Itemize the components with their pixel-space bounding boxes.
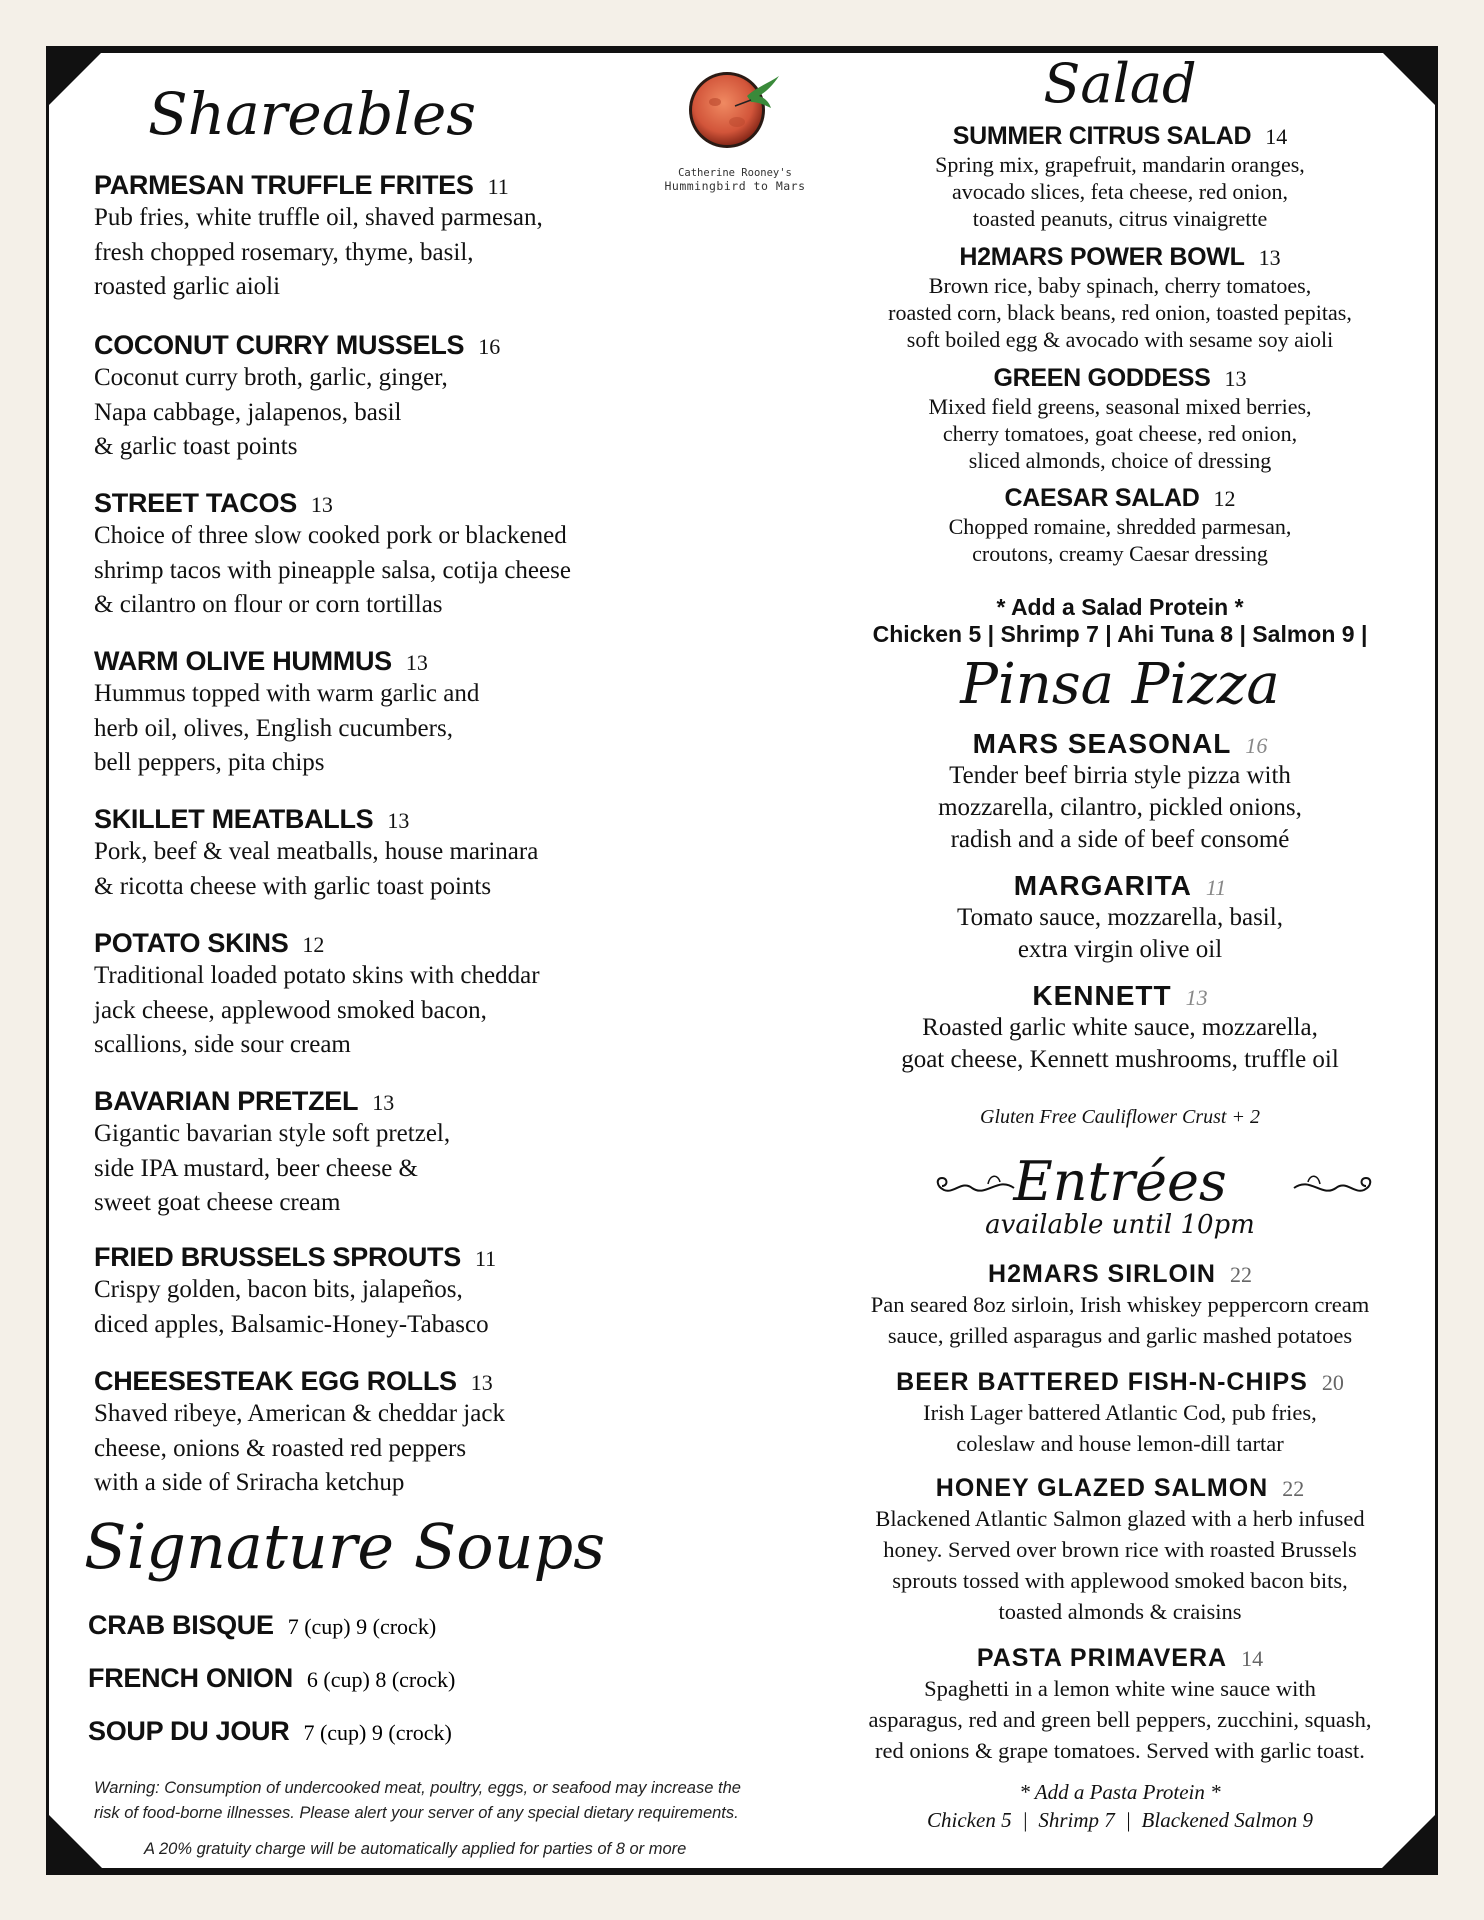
soup-item [88,1716,452,1747]
item-price: 13 [1258,245,1281,270]
border-right [1435,46,1438,1874]
item-description: Napa cabbage, jalapenos, basil [94,398,402,426]
item-description: Spaghetti in a lemon white wine sauce with [924,1676,1316,1701]
item-description: Roasted garlic white sauce, mozzarella, [922,1014,1318,1041]
addon-options: Chicken 5 | Shrimp 7 | Ahi Tuna 8 | Salmon 9 | [872,621,1368,647]
soup-name: SOUP DU JOUR [88,1716,290,1746]
item-description: toasted almonds & craisins [998,1599,1242,1624]
item-description: cherry tomatoes, goat cheese, red onion, [942,421,1298,446]
soup-item [88,1610,436,1641]
item-price: 12 [1213,486,1236,511]
entrees-subheading: available until 10pm [985,1210,1255,1240]
item-price: 13 [470,1370,493,1395]
item-description: Pan seared 8oz sirloin, Irish whiskey peppercorn cream [870,1292,1370,1317]
menu-item [812,980,1428,1076]
item-price: 22 [1229,1262,1252,1287]
item-price: 13 [310,492,333,517]
corner-ornament [46,46,108,108]
menu-item [94,1366,694,1501]
addon-options: Chicken 5 | Shrimp 7 | Blackened Salmon 9 [927,1808,1313,1832]
item-description: Shaved ribeye, American & cheddar jack [94,1400,505,1427]
soup-item [88,1663,455,1694]
item-description: diced apples, Balsamic-Honey-Tabasco [94,1310,489,1338]
item-description: & garlic toast points [94,433,298,460]
item-description: croutons, creamy Caesar dressing [972,541,1268,566]
menu-item [812,243,1428,353]
item-description: bell peppers, pita chips [94,749,325,776]
soup-name: CRAB BISQUE [88,1610,274,1640]
menu-item [94,1086,694,1221]
menu-item [812,728,1428,856]
menu-item [812,1474,1428,1627]
item-name: BAVARIAN PRETZEL [94,1086,359,1116]
logo-name-line1: Catherine Rooney's [678,167,792,179]
item-price: 16 [478,334,501,359]
salad-heading: Salad [1043,52,1197,115]
item-description: Brown rice, baby spinach, cherry tomatoes, [928,273,1312,298]
item-description: asparagus, red and green bell peppers, zucchini, squash, [868,1707,1372,1732]
item-description: extra virgin olive oil [1017,936,1223,963]
item-description: herb oil, olives, English cucumbers, [94,714,453,742]
menu-item [812,122,1428,232]
item-description: roasted corn, black beans, red onion, toasted pepitas, [888,300,1352,325]
item-name: PARMESAN TRUFFLE FRITES [94,170,474,200]
item-name: HONEY GLAZED SALMON [935,1474,1269,1502]
item-name: MARGARITA [1013,870,1192,901]
soup-sizes: 7 (cup) 9 (crock) [287,1614,437,1639]
item-name: SUMMER CITRUS SALAD [952,122,1252,150]
item-description: Hummus topped with warm garlic and [94,680,480,707]
menu-item [94,170,694,305]
item-description: Chopped romaine, shredded parmesan, [948,514,1292,539]
salad-protein-addon [812,594,1428,648]
item-price: 13 [1185,985,1208,1010]
item-description: honey. Served over brown rice with roasted Brussels [883,1537,1357,1562]
item-description: shrimp tacos with pineapple salsa, cotija cheese [94,556,571,584]
addon-title: * Add a Pasta Protein * [1019,1780,1221,1804]
item-description: & cilantro on flour or corn tortillas [94,591,443,618]
item-name: GREEN GODDESS [993,364,1211,392]
menu-item [94,1242,694,1342]
menu-item [94,928,694,1063]
menu-item [812,364,1428,474]
item-name: PASTA PRIMAVERA [976,1644,1228,1672]
item-name: BEER BATTERED FISH-N-CHIPS [896,1368,1308,1396]
item-price: 20 [1321,1370,1344,1395]
item-description: Pub fries, white truffle oil, shaved parmesan, [94,204,543,231]
item-price: 13 [1224,366,1247,391]
item-description: Blackened Atlantic Salmon glazed with a herb infused [875,1506,1365,1531]
item-name: H2MARS POWER BOWL [959,243,1245,271]
item-description: side IPA mustard, beer cheese & [94,1154,418,1182]
item-name: COCONUT CURRY MUSSELS [94,330,465,360]
item-price: 13 [405,650,428,675]
border-bottom [46,1868,1438,1875]
item-description: mozzarella, cilantro, pickled onions, [938,794,1302,821]
item-description: soft boiled egg & avocado with sesame soy aioli [906,327,1334,352]
entrees-heading: Entrées [1013,1150,1227,1213]
item-name: FRIED BRUSSELS SPROUTS [94,1242,461,1272]
item-name: KENNETT [1032,980,1172,1011]
shareables-heading: Shareables [148,80,477,148]
item-description: scallions, side sour cream [94,1031,351,1058]
soup-sizes: 7 (cup) 9 (crock) [303,1720,452,1745]
item-description: avocado slices, feta cheese, red onion, [952,179,1288,204]
item-description: goat cheese, Kennett mushrooms, truffle oil [901,1046,1339,1073]
item-description: coleslaw and house lemon-dill tartar [956,1431,1284,1456]
menu-item [94,330,694,465]
item-description: sliced almonds, choice of dressing [968,448,1272,473]
item-price: 14 [1265,124,1288,149]
item-name: STREET TACOS [94,488,297,518]
menu-item [812,484,1428,567]
item-price: 16 [1245,733,1268,758]
item-name: CHEESESTEAK EGG ROLLS [94,1366,457,1396]
item-description: Traditional loaded potato skins with cheddar [94,962,540,989]
item-description: roasted garlic aioli [94,273,281,300]
item-description: Spring mix, grapefruit, mandarin oranges, [935,152,1305,177]
item-name: MARS SEASONAL [972,728,1232,759]
menu-item [94,488,694,623]
pizza-heading: Pinsa Pizza [960,652,1280,717]
item-description: fresh chopped rosemary, thyme, basil, [94,238,474,266]
item-description: with a side of Sriracha ketchup [94,1469,405,1496]
item-description: toasted peanuts, citrus vinaigrette [972,206,1268,231]
gluten-free-note: Gluten Free Cauliflower Crust + 2 [980,1106,1260,1128]
menu-item [94,804,694,904]
gratuity-note: A 20% gratuity charge will be automatically applied for parties of 8 or more [144,1840,687,1858]
warning-line: Warning: Consumption of undercooked meat, poultry, eggs, or seafood may increase the [94,1779,741,1797]
item-description: Pork, beef & veal meatballs, house marinara [94,838,539,865]
item-description: Tender beef birria style pizza with [949,762,1291,789]
item-price: 13 [387,808,410,833]
flourish-right-icon [1290,1168,1380,1204]
food-warning [94,1776,741,1826]
item-name: POTATO SKINS [94,928,289,958]
item-description: Gigantic bavarian style soft pretzel, [94,1120,451,1147]
item-description: radish and a side of beef consomé [950,826,1290,853]
menu-item [812,870,1428,966]
item-price: 12 [302,932,325,957]
item-name: H2MARS SIRLOIN [988,1260,1216,1288]
item-description: Crispy golden, bacon bits, jalapeños, [94,1276,463,1303]
item-description: sprouts tossed with applewood smoked bacon bits, [892,1568,1348,1593]
item-name: SKILLET MEATBALLS [94,804,374,834]
item-price: 11 [474,1246,497,1271]
item-description: Choice of three slow cooked pork or blackened [94,522,567,549]
pasta-protein-addon [812,1778,1428,1834]
item-price: 14 [1241,1646,1264,1671]
item-description: sweet goat cheese cream [94,1189,341,1216]
menu-item [812,1644,1428,1766]
item-description: Mixed field greens, seasonal mixed berries, [928,394,1312,419]
item-description: Irish Lager battered Atlantic Cod, pub fries, [923,1400,1317,1425]
item-name: CAESAR SALAD [1004,484,1200,512]
menu-item [812,1260,1428,1351]
logo-name-line2: Hummingbird to Mars [664,179,806,193]
item-description: jack cheese, applewood smoked bacon, [94,996,487,1024]
addon-title: * Add a Salad Protein * [996,594,1244,620]
item-description: sauce, grilled asparagus and garlic mashed potatoes [887,1323,1353,1348]
soups-heading: Signature Soups [84,1510,606,1583]
item-description: cheese, onions & roasted red peppers [94,1434,467,1462]
item-price: 22 [1282,1476,1305,1501]
item-description: Coconut curry broth, garlic, ginger, [94,364,448,391]
item-description: red onions & grape tomatoes. Served with garlic toast. [875,1738,1365,1763]
hummingbird-planet-icon [675,62,795,162]
item-price: 11 [1205,875,1227,900]
item-description: Tomato sauce, mozzarella, basil, [957,904,1283,931]
soup-name: FRENCH ONION [88,1663,293,1693]
item-name: WARM OLIVE HUMMUS [94,646,392,676]
item-price: 13 [372,1090,395,1115]
border-left [46,46,49,1874]
item-price: 11 [487,174,509,199]
soup-sizes: 6 (cup) 8 (crock) [306,1667,456,1692]
menu-item [94,646,694,781]
menu-item [812,1368,1428,1459]
item-description: & ricotta cheese with garlic toast points [94,872,492,900]
warning-line: risk of food-borne illnesses. Please alert your server of any special dietary requirements. [94,1804,739,1822]
